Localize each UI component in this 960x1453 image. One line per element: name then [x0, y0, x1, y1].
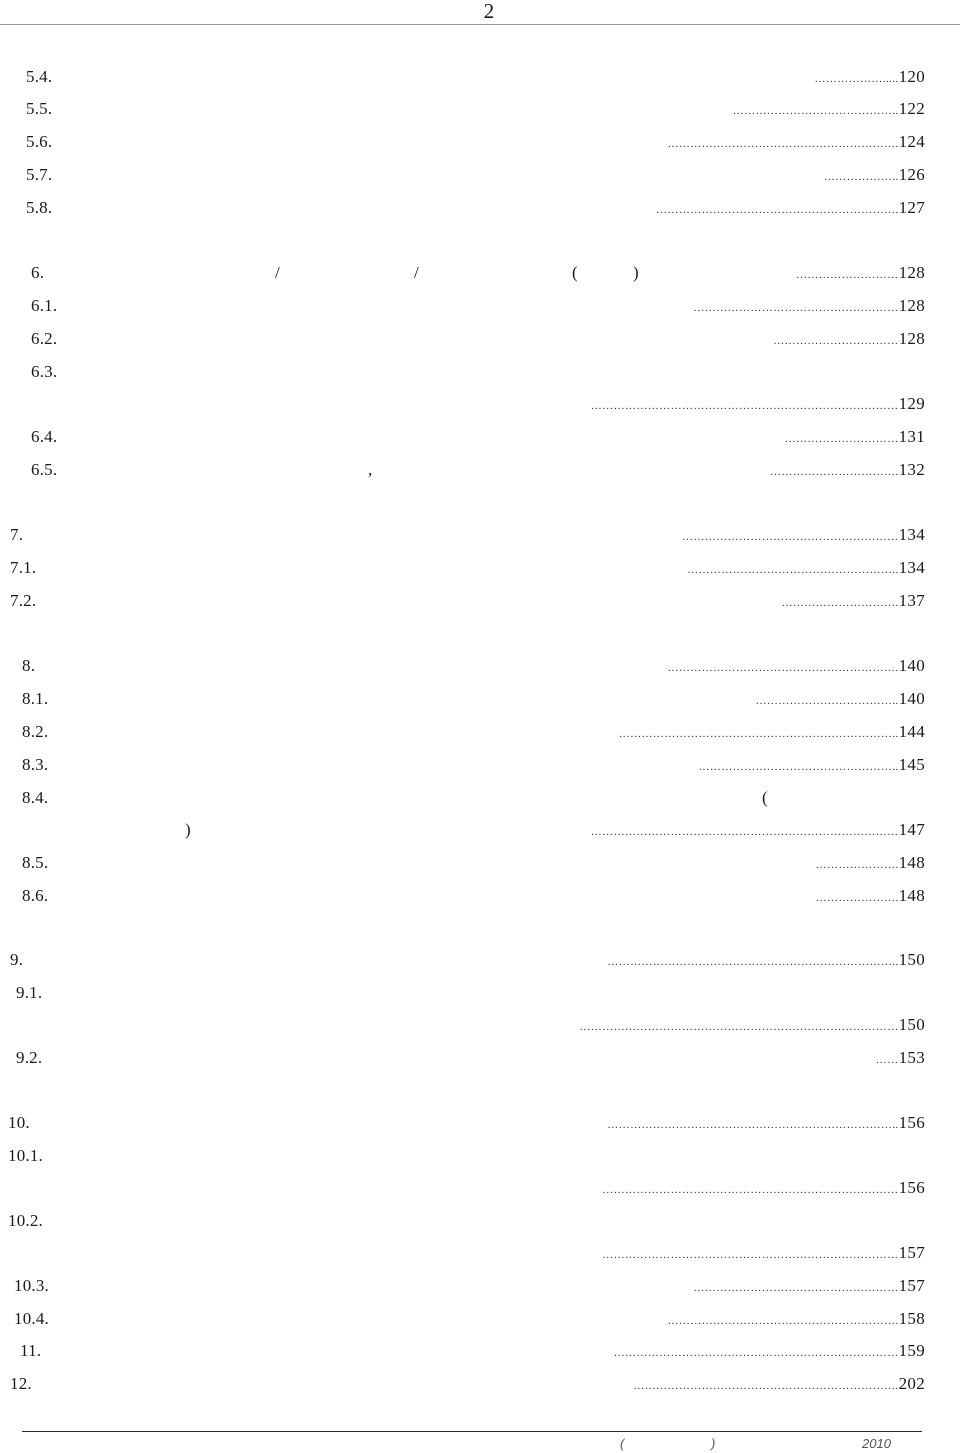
toc-entry-10-1[interactable]: ……………………………………………………………………156: [602, 1178, 925, 1197]
toc-number-5-6: 5.6.: [26, 132, 53, 151]
toc-number-8-3: 8.3.: [22, 755, 49, 774]
toc-slash-1: /: [275, 263, 280, 282]
toc-number-12: 12.: [10, 1374, 32, 1393]
toc-entry-6[interactable]: ………………………128: [795, 263, 925, 282]
toc-entry-6-4[interactable]: …………………………131: [784, 427, 925, 446]
toc-entry-8[interactable]: …………………………………………………….140: [667, 656, 925, 675]
toc-entry-6-1[interactable]: ………………………………………………128: [693, 296, 925, 315]
toc-number-8-2: 8.2.: [22, 722, 49, 741]
toc-number-7-1: 7.1.: [10, 558, 37, 577]
toc-entry-6-5[interactable]: …………………………….132: [770, 460, 925, 479]
toc-paren-8-4-close: ): [185, 820, 191, 839]
toc-number-9-1: 9.1.: [16, 983, 43, 1002]
toc-number-10: 10.: [8, 1113, 30, 1132]
toc-number-5-4: 5.4.: [26, 67, 53, 86]
toc-slash-2: /: [414, 263, 419, 282]
toc-number-8-6: 8.6.: [22, 886, 49, 905]
toc-entry-11[interactable]: …………………………………………………………………159: [613, 1341, 925, 1360]
footer-paren-close: ): [711, 1436, 716, 1451]
toc-entry-10[interactable]: …………………………………………………………………..156: [607, 1113, 925, 1132]
toc-entry-12[interactable]: …………………………………………………………….202: [633, 1374, 925, 1393]
toc-entry-5-5[interactable]: ……………………………………..122: [732, 99, 925, 118]
toc-entry-5-7[interactable]: ………………..126: [823, 165, 925, 184]
toc-entry-7-2[interactable]: ………………………….137: [781, 591, 925, 610]
toc-entry-9[interactable]: …………………………………………………………………..150: [607, 950, 925, 969]
toc-number-6-1: 6.1.: [31, 296, 58, 315]
toc-entry-6-3[interactable]: ………………………………………………………………………129: [590, 394, 925, 413]
toc-entry-8-3[interactable]: ……………………………………………..145: [698, 755, 925, 774]
toc-entry-6-2[interactable]: ……………………………128: [773, 329, 925, 348]
toc-number-6-2: 6.2.: [31, 329, 58, 348]
toc-number-10-4: 10.4.: [14, 1309, 49, 1328]
toc-entry-8-2[interactable]: ………………………………………………………………..144: [618, 722, 925, 741]
toc-number-9-2: 9.2.: [16, 1048, 43, 1067]
footer-year: 2010: [862, 1436, 891, 1451]
toc-number-10-2: 10.2.: [8, 1211, 43, 1230]
toc-number-8-4: 8.4.: [22, 788, 49, 807]
toc-entry-7-1[interactable]: ………………………………………………..134: [687, 558, 925, 577]
toc-number-10-3: 10.3.: [14, 1276, 49, 1295]
toc-comma: ,: [368, 460, 373, 479]
footer-divider: [22, 1431, 922, 1432]
toc-entry-8-4[interactable]: ………………………………………………………………………147: [590, 820, 925, 839]
toc-entry-5-8[interactable]: ……………………………………………………….127: [656, 198, 925, 217]
toc-number-6-5: 6.5.: [31, 460, 58, 479]
toc-paren-8-4-open: (: [762, 788, 768, 807]
toc-number-7-2: 7.2.: [10, 591, 37, 610]
toc-entry-10-4[interactable]: …………………………………………………….158: [667, 1309, 925, 1328]
toc-number-5-5: 5.5.: [26, 99, 53, 118]
toc-entry-8-6[interactable]: ………………….148: [815, 886, 925, 905]
toc-entry-8-1[interactable]: ………………………………..140: [755, 689, 925, 708]
toc-number-5-8: 5.8.: [26, 198, 53, 217]
toc-number-8-1: 8.1.: [22, 689, 49, 708]
toc-entry-10-3[interactable]: ………………………………………………157: [693, 1276, 925, 1295]
toc-entry-8-5[interactable]: ………………….148: [815, 853, 925, 872]
toc-paren-close: ): [633, 263, 639, 282]
toc-number-10-1: 10.1.: [8, 1146, 43, 1165]
toc-number-8-5: 8.5.: [22, 853, 49, 872]
toc-entry-5-4[interactable]: ……………….....120: [814, 67, 925, 86]
page-number: 2: [483, 0, 495, 23]
toc-number-6: 6.: [31, 263, 45, 282]
toc-entry-5-6[interactable]: …………………………………………………….124: [667, 132, 925, 151]
toc-number-8: 8.: [22, 656, 36, 675]
toc-number-9: 9.: [10, 950, 24, 969]
toc-number-7: 7.: [10, 525, 24, 544]
toc-entry-9-1[interactable]: …………………………………………………………………………150: [579, 1015, 925, 1034]
toc-entry-10-2[interactable]: ……………………………………………………………………157: [602, 1243, 925, 1262]
toc-number-11: 11.: [20, 1341, 42, 1360]
toc-number-6-4: 6.4.: [31, 427, 58, 446]
toc-paren-open: (: [572, 263, 578, 282]
footer-paren-open: (: [620, 1436, 625, 1451]
toc-entry-7[interactable]: …………………………………………………134: [681, 525, 925, 544]
toc-number-6-3: 6.3.: [31, 362, 58, 381]
toc-entry-9-2[interactable]: ……153: [875, 1048, 925, 1067]
toc-number-5-7: 5.7.: [26, 165, 53, 184]
